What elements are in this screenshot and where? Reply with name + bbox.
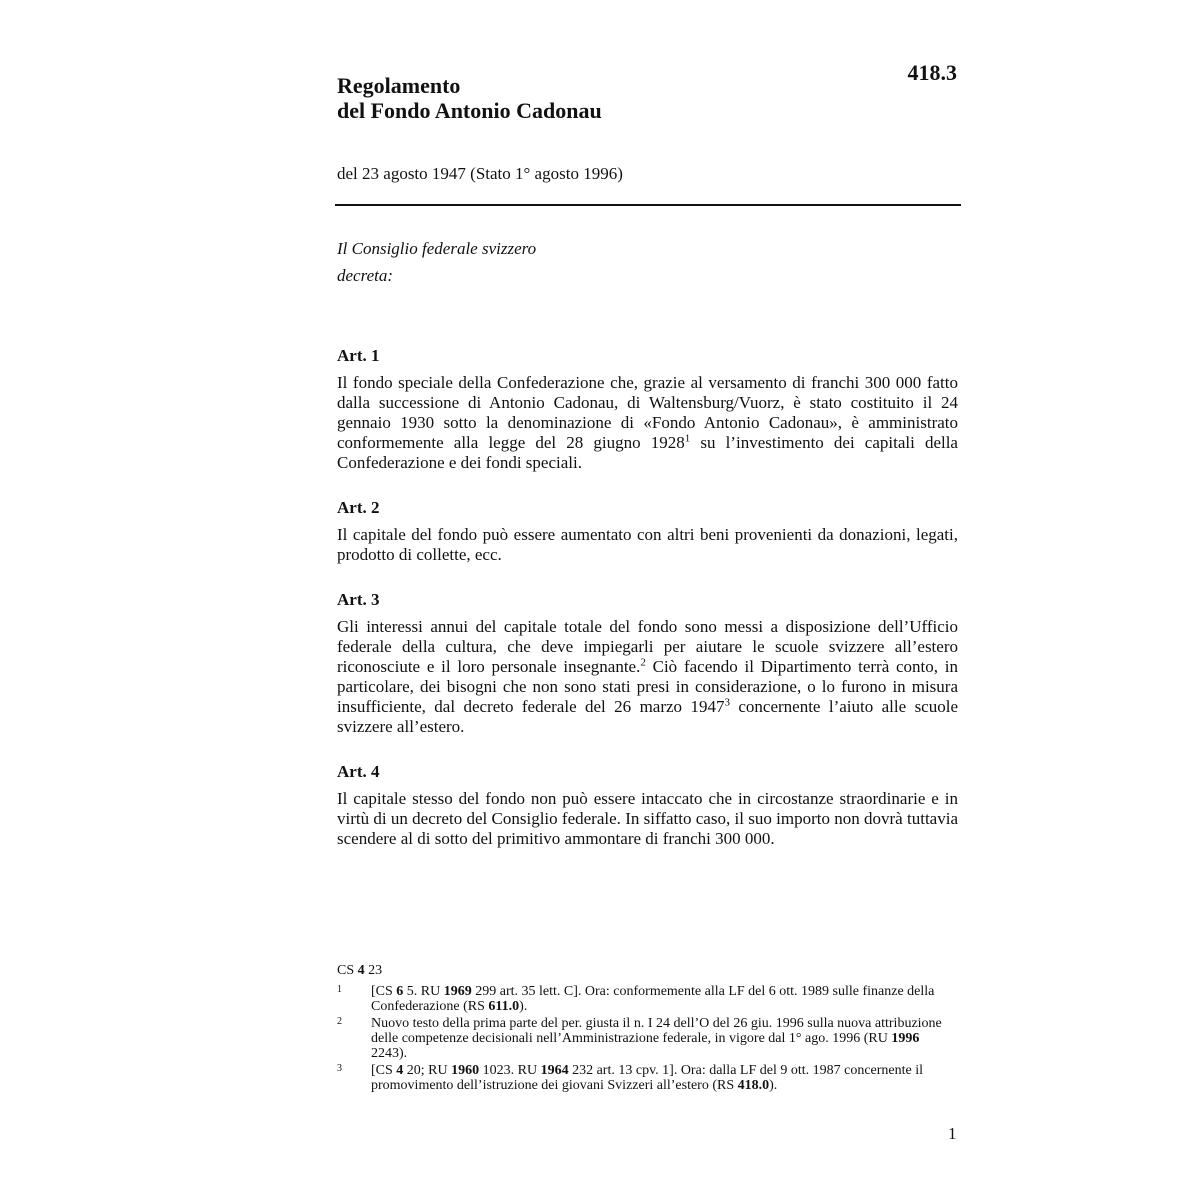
article-text-part: concernente l’aiuto alle scuole svizzere all’estero. <box>337 697 958 736</box>
footnote-segment: 6 <box>396 984 404 999</box>
header-divider <box>335 204 961 206</box>
footnote-segment: 418.0 <box>737 1078 770 1093</box>
footnote-segment: 1969 <box>443 984 472 999</box>
footnote <box>337 1016 947 1061</box>
footnote-number: 2 <box>337 1016 342 1027</box>
source-volume: 4 <box>357 963 365 978</box>
footnote-text <box>371 1016 947 1061</box>
document-title <box>337 73 602 123</box>
footnote-segment: 1964 <box>540 1063 569 1078</box>
source-prefix: CS <box>337 963 358 978</box>
footnote-segment: 1023. RU <box>479 1063 541 1078</box>
footnote-segment: [CS <box>371 984 397 999</box>
article-title: Art. 1 <box>337 346 380 365</box>
article-1 <box>337 345 958 473</box>
article-2 <box>337 497 958 565</box>
date-status-line: del 23 agosto 1947 (Stato 1° agosto 1996) <box>337 164 623 183</box>
footnote-segment: 20; RU <box>403 1063 452 1078</box>
article-text: Il capitale stesso del fondo non può essere intaccato che in circostanze straordinarie e in virtù di un decreto del Consiglio federale. In siffatto caso, il suo importo non dovrà tuttavia scendere al di sotto del primitivo ammontare di franchi 300 000. <box>337 789 958 848</box>
footnote-segment: 1960 <box>451 1063 480 1078</box>
footnotes <box>337 962 947 1095</box>
footnote-segment: 232 art. 13 cpv. 1]. Ora: dalla LF del 9 ott. 1987 concernente il promovimento dell’istruzione dei giovani Svizzeri all’estero (RS <box>371 1063 924 1093</box>
title-line-1: Regolamento <box>337 73 461 98</box>
articles <box>337 345 958 873</box>
footnote-segment: ). <box>519 999 528 1014</box>
article-title: Art. 4 <box>337 762 380 781</box>
article-3 <box>337 589 958 737</box>
article-text: Il capitale del fondo può essere aumentato con altri beni provenienti da donazioni, legati, prodotto di collette, ecc. <box>337 525 958 564</box>
article-title: Art. 3 <box>337 590 380 609</box>
article-title: Art. 2 <box>337 498 380 517</box>
footnote-ref[interactable]: 1 <box>684 432 691 445</box>
article-text <box>337 617 958 737</box>
footnote-segment: 4 <box>396 1063 404 1078</box>
footnote-segment: [CS <box>371 1063 397 1078</box>
footnote-number: 3 <box>337 1063 342 1074</box>
preamble <box>337 235 536 289</box>
footnote <box>337 984 947 1014</box>
footnote-text <box>371 984 947 1014</box>
footnote-segment: 299 art. 35 lett. C]. Ora: conformemente alla LF del 6 ott. 1989 sulle finanze della Confederazione (RS <box>371 984 935 1014</box>
article-text <box>337 373 958 473</box>
footnote-segment: ). <box>769 1078 778 1093</box>
footnote-segment: 2243). <box>371 1046 408 1061</box>
sr-number: 418.3 <box>907 60 957 85</box>
article-text-part: Ciò facendo il Dipartimento terrà conto, in particolare, dei bisogni che non sono stati presi in considerazione, o lo furono in misura insufficiente, dal decreto federale del 26 marzo 1947 <box>337 657 959 716</box>
footnote-text <box>371 1063 947 1093</box>
footnote-number: 1 <box>337 984 342 995</box>
footnote-ref[interactable]: 2 <box>640 656 646 669</box>
page-number: 1 <box>948 1124 957 1143</box>
preamble-decree: decreta: <box>337 266 394 285</box>
source-page: 23 <box>364 963 383 978</box>
footnote-segment: 5. RU <box>403 984 444 999</box>
preamble-authority: Il Consiglio federale svizzero <box>337 239 537 258</box>
footnote-segment: 611.0 <box>488 999 520 1014</box>
footnote-ref[interactable]: 3 <box>724 696 730 709</box>
article-text-part: Il fondo speciale della Confederazione che, grazie al versamento di franchi 300 000 fatto dalla successione di Antonio Cadonau, di Waltensburg/Vuorz, è stato costituito il 24 gennaio 1930 sotto la denominazione di «Fondo Antonio Cadonau», è amministrato conformemente alla legge del 28 giugno 1928 <box>337 373 958 452</box>
article-text-part: Gli interessi annui del capitale totale del fondo sono messi a disposizione dell’Ufficio federale della cultura, che deve impiegarli per aiutare le scuole svizzere all’estero riconosciute e il loro personale insegnante. <box>337 617 958 676</box>
footnote <box>337 1063 947 1093</box>
article-text-part: su l’investimento dei capitali della Confederazione e dei fondi speciali. <box>337 433 958 472</box>
article-4 <box>337 761 958 849</box>
source-reference <box>337 962 947 980</box>
footnote-segment: Nuovo testo della prima parte del per. giusta il n. I 24 dell’O del 26 giu. 1996 sulla nuova attribuzione delle competenze decisionali nell’Amministrazione federale, in vigore dal 1° ago. 1996 (RU <box>371 1016 942 1046</box>
footnote-list <box>337 984 947 1093</box>
title-line-2: del Fondo Antonio Cadonau <box>337 98 602 123</box>
footnote-segment: 1996 <box>891 1031 920 1046</box>
